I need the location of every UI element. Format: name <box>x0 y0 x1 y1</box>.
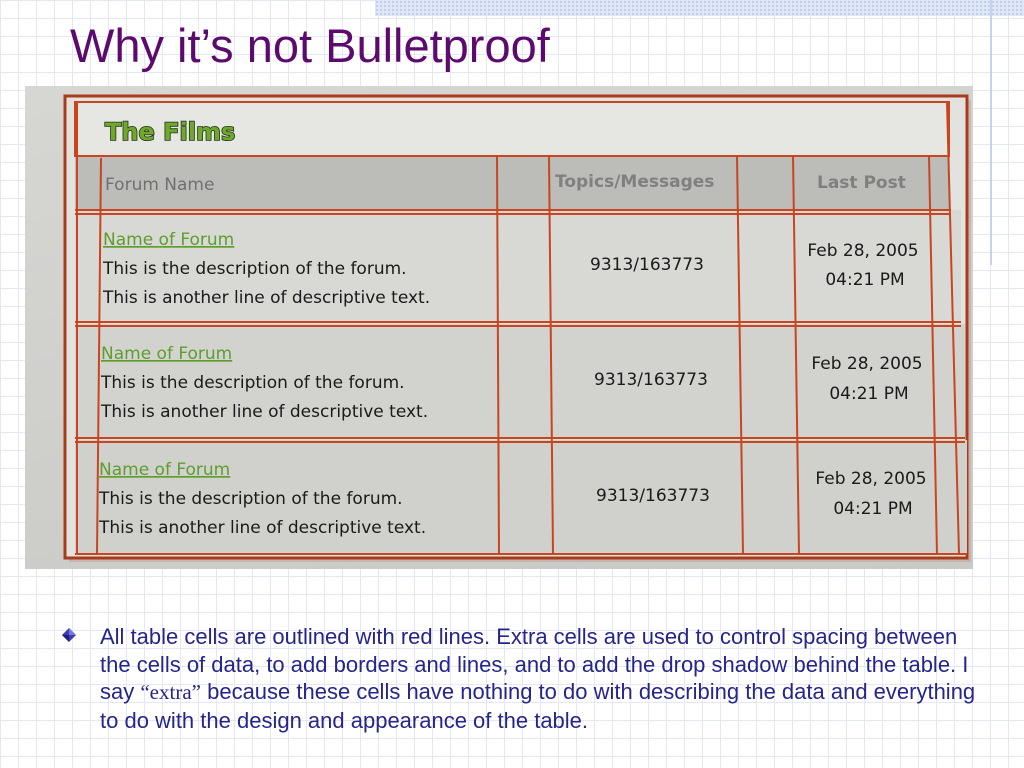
header-forum-name: Forum Name <box>105 175 215 195</box>
table-photo-drawing <box>25 86 973 569</box>
forum-link: Name of Forum <box>99 460 231 480</box>
forum-description-extra: This is another line of descriptive text. <box>101 402 429 422</box>
slide-title: Why it’s not Bulletproof <box>70 19 550 72</box>
last-post-date: Feb 28, 2005 <box>811 354 923 374</box>
header-last-post: Last Post <box>817 173 906 193</box>
forum-link: Name of Forum <box>101 344 233 364</box>
bullet-quoted-word: “extra” <box>140 680 201 704</box>
bullet-text <box>100 623 980 734</box>
last-post-date: Feb 28, 2005 <box>815 469 927 489</box>
bullet-item <box>62 623 992 734</box>
right-decorative-line <box>990 0 992 265</box>
forum-description: This is the description of the forum. <box>101 373 405 393</box>
topics-messages-count: 9313/163773 <box>590 255 704 275</box>
topics-messages-count: 9313/163773 <box>596 486 710 506</box>
bullet-text-part1: All table cells are outlined with red lines. Extra cells are used to control spacing between the cells of data, to add borders and lines, and to add the drop shadow behind the table. I say <box>100 624 969 704</box>
bullet-text-part2: because these cells have nothing to do with describing the data and everything to do with the design and appearance of the table. <box>100 679 976 733</box>
top-decorative-band <box>375 0 1024 16</box>
forum-description: This is the description of the forum. <box>99 489 403 509</box>
table-photo <box>25 86 973 569</box>
forum-link: Name of Forum <box>103 230 235 250</box>
forum-description-extra: This is another line of descriptive text. <box>103 288 431 308</box>
last-post-time: 04:21 PM <box>825 270 905 290</box>
the-films-logo: The Films <box>105 118 236 146</box>
last-post-date: Feb 28, 2005 <box>807 241 919 261</box>
header-topics-messages: Topics/Messages <box>555 172 715 192</box>
diamond-bullet-icon <box>62 628 76 642</box>
last-post-time: 04:21 PM <box>829 384 909 404</box>
topics-messages-count: 9313/163773 <box>594 370 708 390</box>
forum-description-extra: This is another line of descriptive text. <box>99 518 427 538</box>
forum-description: This is the description of the forum. <box>103 259 407 279</box>
last-post-time: 04:21 PM <box>833 499 913 519</box>
